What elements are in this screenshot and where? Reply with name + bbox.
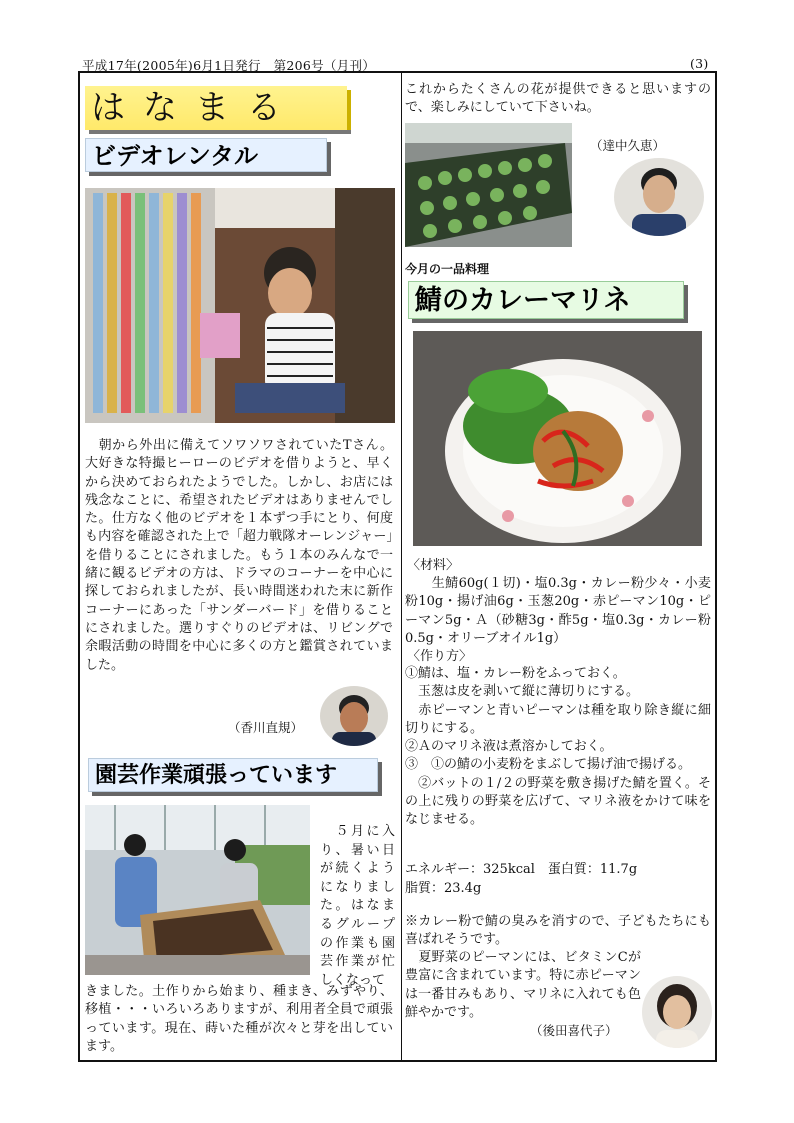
nutrition-energy: エネルギー：325kcal 蛋白質：11.7g (405, 862, 638, 877)
greenhouse-photo (85, 805, 310, 975)
recipe-step: ①鯖は、塩・カレー粉をふっておく。 (405, 666, 626, 681)
gardening-text-side: ５月に入り、暑い日が続くようになりました。はなまるグループの作業も園芸作業が忙しくなって (320, 824, 395, 988)
page-number: (3) (690, 56, 709, 71)
seedling-photo (405, 123, 572, 247)
recipe-note: ※カレー粉で鯖の臭みを消すので、子どもたちにも喜ばれそうです。 (405, 914, 711, 948)
recipe-step: ②Ａのマリネ液は煮溶かしておく。 (405, 739, 613, 755)
materials-text: 生鯖60g(１切)・塩0.3g・カレー粉少々・小麦粉10g・揚げ油6g・玉葱20g・赤ピーマン10g・ピーマン5g・Ａ（砂糖3g・酢5g・塩0.3g・カレー粉0.5g・オリーブオイル1g） (405, 576, 711, 646)
nutrition-fat: 脂質：23.4g (405, 881, 482, 896)
video-author: （香川直規） (228, 720, 304, 735)
steps-heading: 〈作り方〉 (407, 649, 473, 664)
recipe-author: （後田喜代子） (530, 1023, 618, 1038)
recipe-step: ②バットの１/２の野菜を敷き揚げた鯖を置く。その上に残りの野菜を広げて、マリネ液をかけて味をなじませる。 (405, 775, 711, 828)
recipe-title: 鯖のカレーマリネ (408, 281, 684, 319)
author-photo-ushiroda (642, 976, 712, 1048)
recipe-step: 玉葱は皮を剥いて縦に薄切りにする。 (405, 684, 640, 700)
issue-info: 平成17年(2005年)6月1日発行 第206号（月刊） (82, 58, 376, 73)
gardening-text-continued: これからたくさんの花が提供できると思いますので、楽しみにしていて下さいね。 (405, 82, 711, 116)
section-title-hanamaru: はなまる (85, 86, 347, 130)
recipe-dish-photo (413, 331, 702, 546)
gardening-text: きました。土作りから始まり、種まき、みずやり、移植・・・いろいろありますが、利用者全員で頑張っています。現在、蒔いた種が次々と芽を出しています。 (85, 984, 393, 1054)
video-store-photo (85, 188, 395, 423)
recipe-step: 赤ピーマンと青いピーマンは種を取り除き縦に細切りにする。 (405, 702, 711, 736)
author-photo-tatsunaka (614, 158, 704, 236)
gardening-author: （達中久恵） (590, 138, 666, 153)
recipe-step: ③ ①の鯖の小麦粉をまぶして揚げ油で揚げる。 (405, 757, 692, 773)
video-rental-title: ビデオレンタル (85, 138, 327, 172)
recipe-label: 今月の一品料理 (405, 262, 490, 276)
title-accent (347, 90, 351, 130)
recipe-steps (405, 665, 711, 830)
recipe-note-vitamin: 夏野菜のピーマンには、ビタミンCが豊富に含まれています。特に赤ピーマンは一番甘みもあり、マリネに入れても色鮮やかです。 (405, 950, 641, 1020)
gardening-title: 園芸作業頑張っています (88, 758, 378, 792)
video-rental-text: 朝から外出に備えてソワソワされていたTさん。大好きな特撮ヒーローのビデオを借りようと、早くから決めておられたようでした。しかし、お店には残念なことに、希望されたビデオはありませんでした。仕方なく他のビデオを１本ずつ手にとり、何度も内容を確認された上で「超力戦隊オーレンジャー」を借りることにされました。もう１本のみんなで一緒に観るビデオの方は、ドラマのコーナーを中心に探しておられましたが、長い時間迷われた末に新作コーナーにあった「サンダーバード」を借りることにされました。選りすぐりのビデオは、リビングで余暇活動の時間を中心に多くの方と鑑賞されていました。 (85, 438, 393, 673)
column-divider (401, 73, 402, 1061)
author-photo-kagawa (320, 686, 388, 746)
materials-heading: 〈材料〉 (407, 558, 460, 573)
